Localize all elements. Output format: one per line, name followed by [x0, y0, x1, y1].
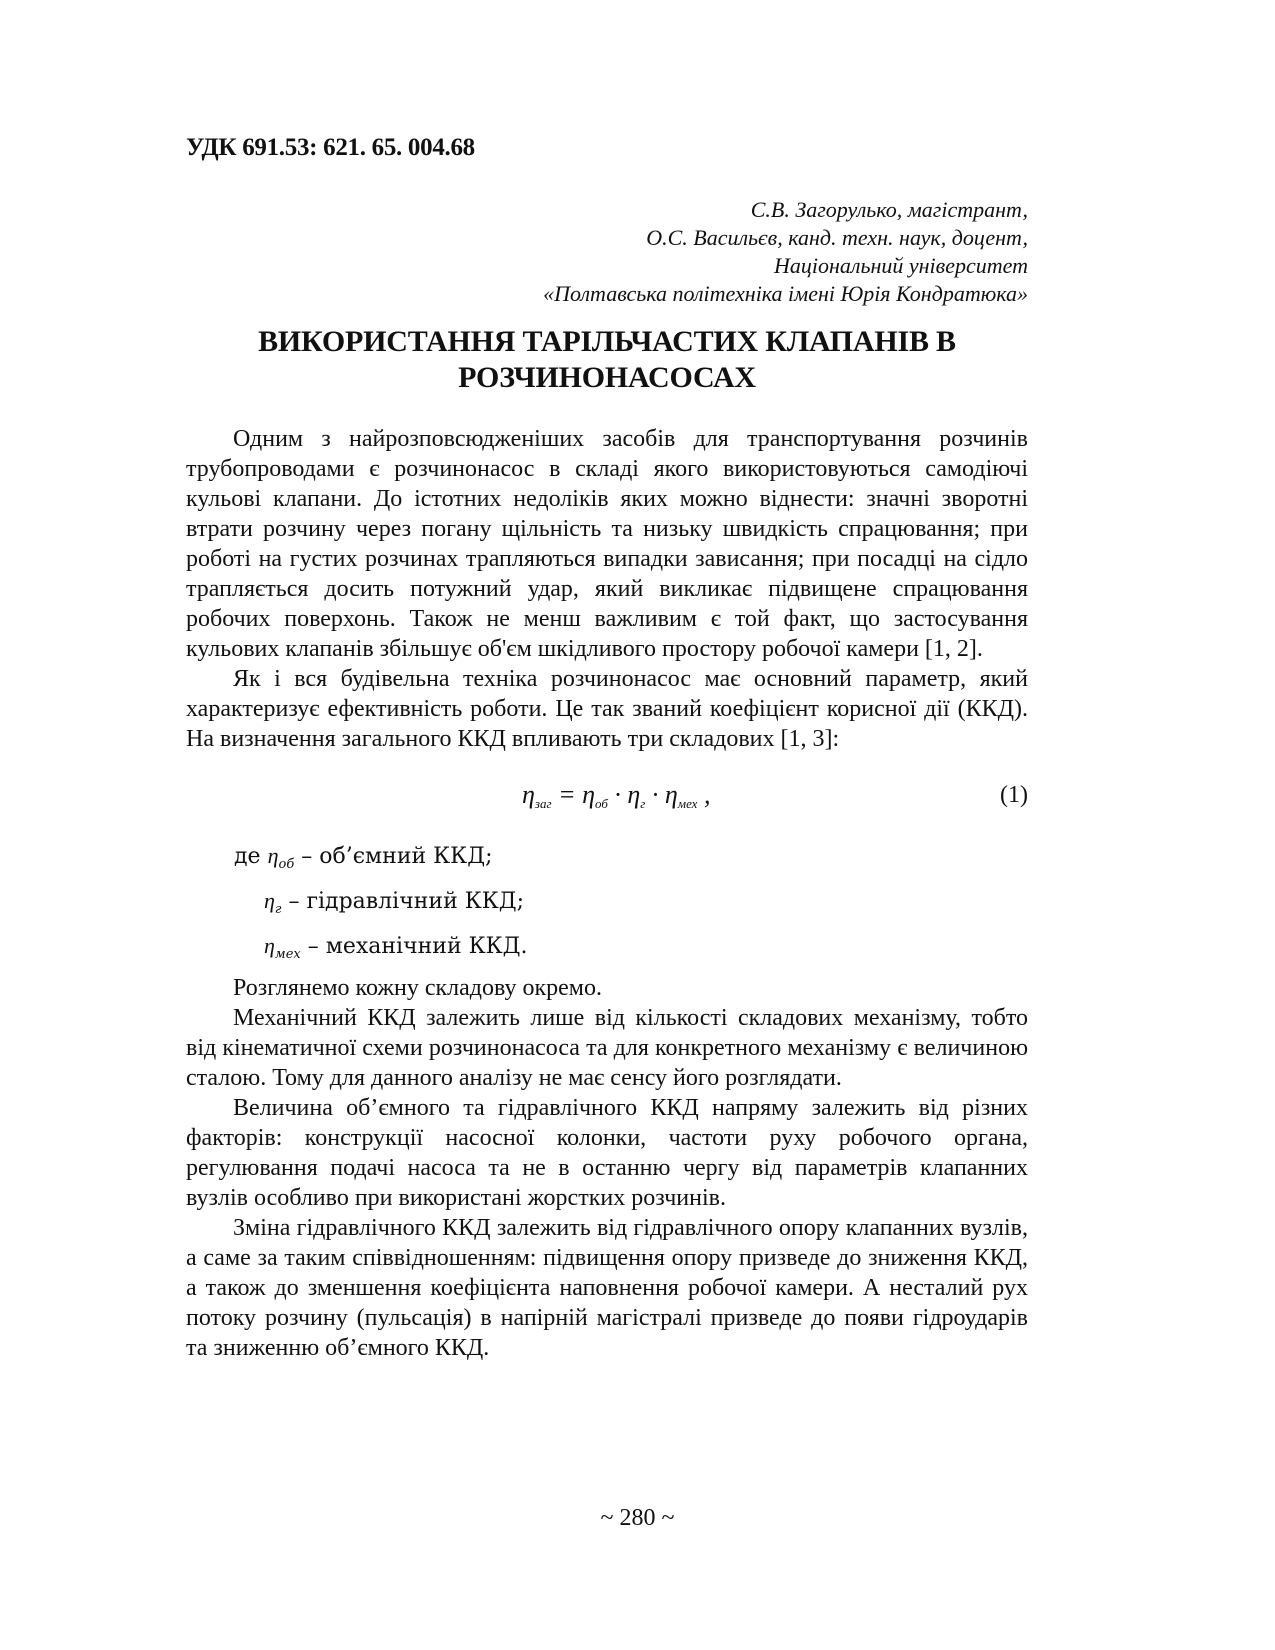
equation-expression: [522, 780, 710, 819]
dot-operator: ·: [645, 780, 665, 809]
eta-symbol: η: [267, 843, 279, 868]
body-text: [186, 424, 1028, 1363]
equation-number: (1): [1000, 782, 1028, 808]
eta-symbol: η: [264, 888, 275, 913]
definitions-list: [186, 838, 1028, 973]
definition-item: [186, 883, 1028, 928]
affiliation-2: «Полтавська політехніка імені Юрія Кондратюка»: [543, 281, 1028, 306]
subscript: г: [640, 796, 646, 811]
page-number: ~ 280 ~: [600, 1505, 675, 1531]
definition-text: – механічний ККД.: [300, 934, 528, 959]
eta-symbol: η: [627, 780, 641, 809]
author-2: О.С. Васильєв, канд. техн. наук, доцент,: [646, 225, 1028, 250]
paragraph: Розглянемо кожну складову окремо.: [233, 975, 602, 1001]
authors-block: [543, 196, 1028, 308]
subscript: г: [274, 902, 282, 917]
equation-1: [186, 768, 1028, 832]
paragraph: Зміна гідравлічного ККД залежить від гідравлічного опору клапанних вузлів, а саме за таким співвідношенням: підвищення опору призведе до зниження ККД, а також до зменшення коефіцієнта наповнення робочої камери. А несталий рух потоку розчину (пульсація) в напірній магістралі призведе до появи гідроударів та зниженню об’ємного ККД.: [186, 1215, 1028, 1361]
dot-operator: ·: [607, 780, 628, 809]
paragraph: Величина об’ємного та гідравлічного ККД напряму залежить від різних факторів: конструкції насосної колонки, частоти руху робочого органа, регулювання подачі насоса та не в останню чергу від параметрів клапанних вузлів особливо при використані жорстких розчинів.: [186, 1095, 1028, 1211]
definition-text: – об’ємний ККД;: [294, 844, 493, 869]
paragraph: Одним з найрозповсюдженіших засобів для транспортування розчинів трубопроводами є розчинонасос в складі якого використовуються самодіючі кульові клапани. До істотних недоліків яких можно віднести: значні зворотні втрати розчину через погану щільність та низьку швидкість спрацювання; при роботі на густих розчинах трапляються випадки зависання; при посадці на сідло трапляється досить потужний удар, який викликає підвищене спрацювання робочих поверхонь. Також не менш важливим є той факт, що застосування кульових клапанів збільшує об'єм шкідливого простору робочої камери [1, 2].: [186, 426, 1028, 662]
subscript: об: [278, 857, 295, 872]
comma: ,: [697, 780, 711, 809]
eta-symbol: η: [264, 933, 275, 958]
eta-symbol: η: [664, 780, 678, 809]
udk-code: УДК 691.53: 621. 65. 004.68: [186, 134, 475, 161]
paragraph: Як і вся будівельна техніка розчинонасос має основний параметр, який характеризує ефективність роботи. Це так званий коефіцієнт корисної дії (ККД). На визначення загального ККД впливають три складових [1, 3]:: [186, 666, 1028, 752]
definition-text: – гідравлічний ККД;: [281, 889, 525, 914]
paragraph: Механічний ККД залежить лише від кількості складових механізму, тобто від кінематичної схеми розчинонасоса та для конкретного механізму є величиною сталою. Тому для данного аналізу не має сенсу його розглядати.: [186, 1005, 1028, 1091]
author-1: С.В. Загорулько, магістрант,: [750, 197, 1028, 222]
eta-symbol: η: [582, 780, 596, 809]
equals-sign: =: [551, 780, 583, 809]
definition-lead: де: [234, 844, 261, 869]
title-line-1: ВИКОРИСТАННЯ ТАРІЛЬЧАСТИХ КЛАПАНІВ В: [258, 325, 956, 358]
definition-item: [186, 838, 1028, 883]
subscript: об: [595, 796, 608, 811]
affiliation-1: Національний університет: [773, 253, 1028, 278]
paper-title: [186, 324, 1028, 396]
definition-item: [186, 928, 1028, 973]
eta-symbol: η: [522, 780, 535, 809]
subscript: заг: [534, 796, 552, 811]
title-line-2: РОЗЧИНОНАСОСАХ: [458, 361, 756, 394]
subscript: мех: [274, 947, 301, 962]
subscript: мех: [677, 796, 698, 811]
